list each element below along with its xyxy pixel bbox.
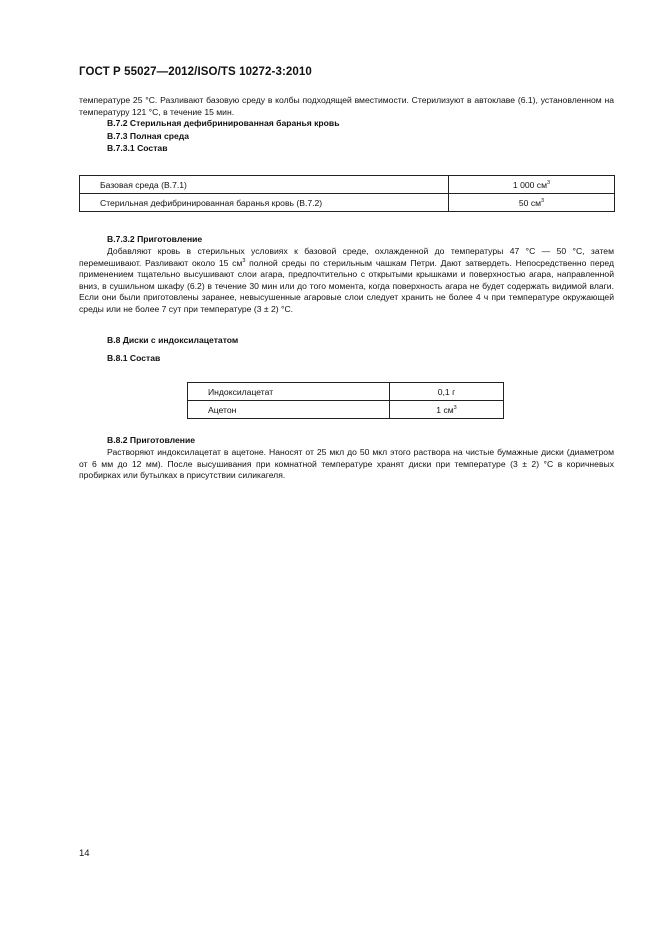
heading-b73: В.7.3 Полная среда (107, 131, 190, 141)
heading-b731: В.7.3.1 Состав (107, 143, 168, 153)
table-cell-name: Стерильная дефибринированная баранья кровь (В.7.2) (80, 194, 449, 212)
table-cell-name: Базовая среда (В.7.1) (80, 176, 449, 194)
page-number: 14 (79, 848, 90, 859)
qty-superscript: 3 (541, 197, 545, 204)
table-cell-qty (390, 383, 504, 401)
table-row (188, 401, 504, 419)
preparation-paragraph-2: Растворяют индоксилацетат в ацетоне. Наносят от 25 мкл до 50 мкл этого раствора на чистые бумажные диски (диаметром от 6 мм до 12 мм). После высушивания при комнатной температуре хранят диски при температуре (3 ± 2) °С в коричневых пробирках или бутылках в присутствии силикагеля. (79, 447, 614, 480)
table-cell-qty (449, 176, 615, 194)
prep1-superscript: 3 (242, 257, 246, 264)
heading-b732: В.7.3.2 Приготовление (107, 234, 203, 244)
heading-b82: В.8.2 Приготовление (107, 435, 196, 445)
prep1-text-b: полной среды по стерильным чашкам Петри. Дают затвердеть. Непосредственно перед применением тщательно высушивают слои агара, предпочтительно с открытыми крышками и поверхностью агара, направленной вниз, в сушильном шкафу (6.2) в течение 30 мин или до того момента, когда поверхность агара не будет содержать видимой влаги. Если они были приготовлены заранее, невысушенные агаровые слои следует хранить не более 4 ч при температуре окружающей среды или не более 7 сут при температуре (3 ± 2) °С. (79, 257, 614, 314)
document-header: ГОСТ Р 55027—2012/ISO/TS 10272-3:2010 (79, 66, 312, 78)
intro-paragraph: температуре 25 °С. Разливают базовую среду в колбы подходящей вместимости. Стерилизуют в автоклаве (6.1), установленном на температуру 121 °С, в течение 15 мин. (79, 95, 614, 117)
prep1-text-a: Добавляют кровь в стерильных условиях к базовой среде, охлажденной до температуры 47 °С — 50 °С, затем перемешивают. Разливают около 15 см (79, 246, 614, 268)
table-row (80, 194, 615, 212)
qty-value: 1 см (436, 404, 454, 415)
table-cell-qty (390, 401, 504, 419)
table-cell-name: Ацетон (188, 401, 390, 419)
qty-value: 0,1 г (437, 386, 456, 397)
qty-superscript: 3 (453, 404, 457, 411)
table-cell-qty (449, 194, 615, 212)
qty-value: 1 000 см (512, 179, 548, 190)
heading-b72: В.7.2 Стерильная дефибринированная баранья кровь (107, 118, 340, 128)
composition-table-2 (187, 382, 504, 419)
table-cell-name: Индоксилацетат (188, 383, 390, 401)
qty-superscript: 3 (547, 179, 551, 186)
preparation-paragraph-1 (79, 246, 614, 315)
table-row (188, 383, 504, 401)
heading-b81: В.8.1 Состав (107, 353, 161, 363)
heading-b8: В.8 Диски с индоксилацетатом (107, 335, 239, 345)
qty-value: 50 см (518, 197, 542, 208)
table-row (80, 176, 615, 194)
composition-table-1 (79, 175, 615, 212)
